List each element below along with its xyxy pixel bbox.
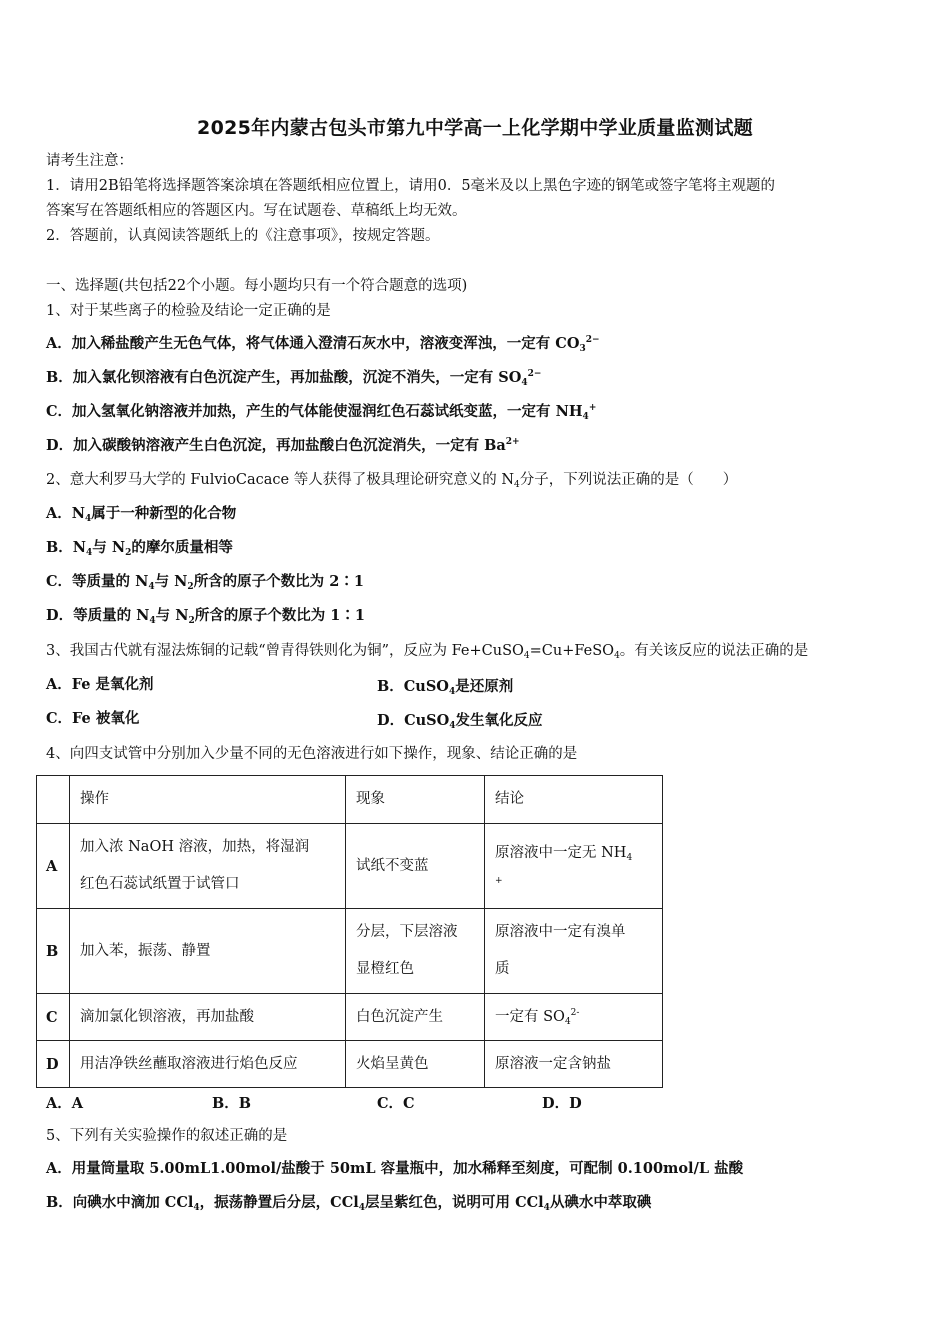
q3-option-a: A．Fe 是氧化剂	[46, 676, 154, 693]
table-cell-phenomenon: 火焰呈黄色	[346, 1041, 485, 1088]
q2-stem: 2、意大利罗马大学的 FulvioCacace 等人获得了极具理论研究意义的 $N_4$分子，下列说法正确的是（ ）	[46, 472, 738, 490]
table-cell-phenomenon: 试纸不变蓝	[346, 824, 485, 909]
notice-item-1b: 答案写在答题纸相应的答题区内。写在试题卷、草稿纸上均无效。	[46, 203, 467, 219]
q1-option-d: D．加入碳酸钠溶液产生白色沉淀，再加盐酸白色沉淀消失，一定有 $Ba^{2+}$	[46, 437, 520, 454]
q4-stem: 4、向四支试管中分别加入少量不同的无色溶液进行如下操作，现象、结论正确的是	[46, 746, 578, 762]
q5-option-a: A．用量筒量取 5.00mL1.00mol/盐酸于 50mL 容量瓶中，加水稀释至刻度，可配制 0.100mol/L 盐酸	[46, 1160, 744, 1177]
q2-option-d: D．等质量的 $N_4$与 $N_2$所含的原子个数比为 1∶1	[46, 607, 365, 626]
table-row	[37, 909, 663, 994]
table-cell-operation: 用洁净铁丝蘸取溶液进行焰色反应	[70, 1041, 346, 1088]
table-header-conclusion: 结论	[485, 776, 663, 824]
q5-option-b: B．向碘水中滴加 CCl$_4$，振荡静置后分层，CCl$_4$层呈紫红色，说明可用 CCl$_4$从碘水中萃取碘	[46, 1194, 652, 1213]
page-title: 2025年内蒙古包头市第九中学高一上化学期中学业质量监测试题	[197, 117, 753, 139]
table-row	[37, 1041, 663, 1088]
table-cell-operation: 加入浓 NaOH 溶液，加热，将湿润 红色石蕊试纸置于试管口	[70, 824, 346, 909]
q4-option-d: D．D	[542, 1095, 582, 1112]
table-row	[37, 824, 663, 909]
q3-option-c: C．Fe 被氧化	[46, 710, 140, 727]
q2-option-a: A．$N_4$属于一种新型的化合物	[46, 505, 237, 524]
notice-item-2: 2．答题前，认真阅读答题纸上的《注意事项》，按规定答题。	[46, 228, 440, 244]
table-cell-phenomenon: 白色沉淀产生	[346, 994, 485, 1041]
row-label: C	[37, 994, 70, 1041]
table-cell-conclusion: 原溶液一定含钠盐	[485, 1041, 663, 1088]
q3-option-d: D．CuSO$_4$发生氧化反应	[377, 712, 543, 731]
table-cell-operation: 加入苯，振荡、静置	[70, 909, 346, 994]
q1-option-b: B．加入氯化钡溶液有白色沉淀产生，再加盐酸，沉淀不消失，一定有 $SO_4^{2-}$	[46, 369, 542, 388]
table-header-row	[37, 776, 663, 824]
table-cell-conclusion: 原溶液中一定无 $NH_4$ +	[485, 824, 663, 909]
table-row	[37, 994, 663, 1041]
q4-option-a: A．A	[46, 1095, 84, 1112]
q4-table	[36, 775, 663, 1088]
q4-option-c: C．C	[377, 1095, 415, 1112]
q1-option-a: A．加入稀盐酸产生无色气体，将气体通入澄清石灰水中，溶液变浑浊，一定有 $CO_3^{2-}$	[46, 335, 600, 354]
table-header-blank	[37, 776, 70, 824]
section-heading: 一、选择题(共包括22个小题。每小题均只有一个符合题意的选项)	[46, 278, 468, 294]
q3-option-b: B．CuSO$_4$是还原剂	[377, 678, 514, 697]
q1-stem: 1、对于某些离子的检验及结论一定正确的是	[46, 303, 331, 319]
row-label: A	[37, 824, 70, 909]
notice-item-1a: 1．请用2B铅笔将选择题答案涂填在答题纸相应位置上，请用0．5毫米及以上黑色字迹的钢笔或签字笔将主观题的	[46, 178, 776, 194]
table-cell-conclusion: 原溶液中一定有溴单 质	[485, 909, 663, 994]
q1-option-c: C．加入氢氧化钠溶液并加热，产生的气体能使湿润红色石蕊试纸变蓝，一定有 $NH_4^+$	[46, 403, 597, 422]
row-label: D	[37, 1041, 70, 1088]
table-header-operation: 操作	[70, 776, 346, 824]
q2-option-b: B．$N_4$与 $N_2$的摩尔质量相等	[46, 539, 233, 558]
q4-option-b: B．B	[212, 1095, 252, 1112]
table-header-phenomenon: 现象	[346, 776, 485, 824]
table-cell-phenomenon: 分层，下层溶液 显橙红色	[346, 909, 485, 994]
q5-stem: 5、下列有关实验操作的叙述正确的是	[46, 1128, 288, 1144]
row-label: B	[37, 909, 70, 994]
q2-option-c: C．等质量的 $N_4$与 $N_2$所含的原子个数比为 2∶1	[46, 573, 364, 592]
table-cell-conclusion: 一定有 $SO_4^{2-}$	[485, 994, 663, 1041]
q3-stem: 3、我国古代就有湿法炼铜的记载“曾青得铁则化为铜”，反应为 Fe+CuSO$_4$=Cu+FeSO$_4$。有关该反应的说法正确的是	[46, 643, 809, 661]
notice-heading: 请考生注意：	[46, 153, 133, 169]
table-cell-operation: 滴加氯化钡溶液，再加盐酸	[70, 994, 346, 1041]
